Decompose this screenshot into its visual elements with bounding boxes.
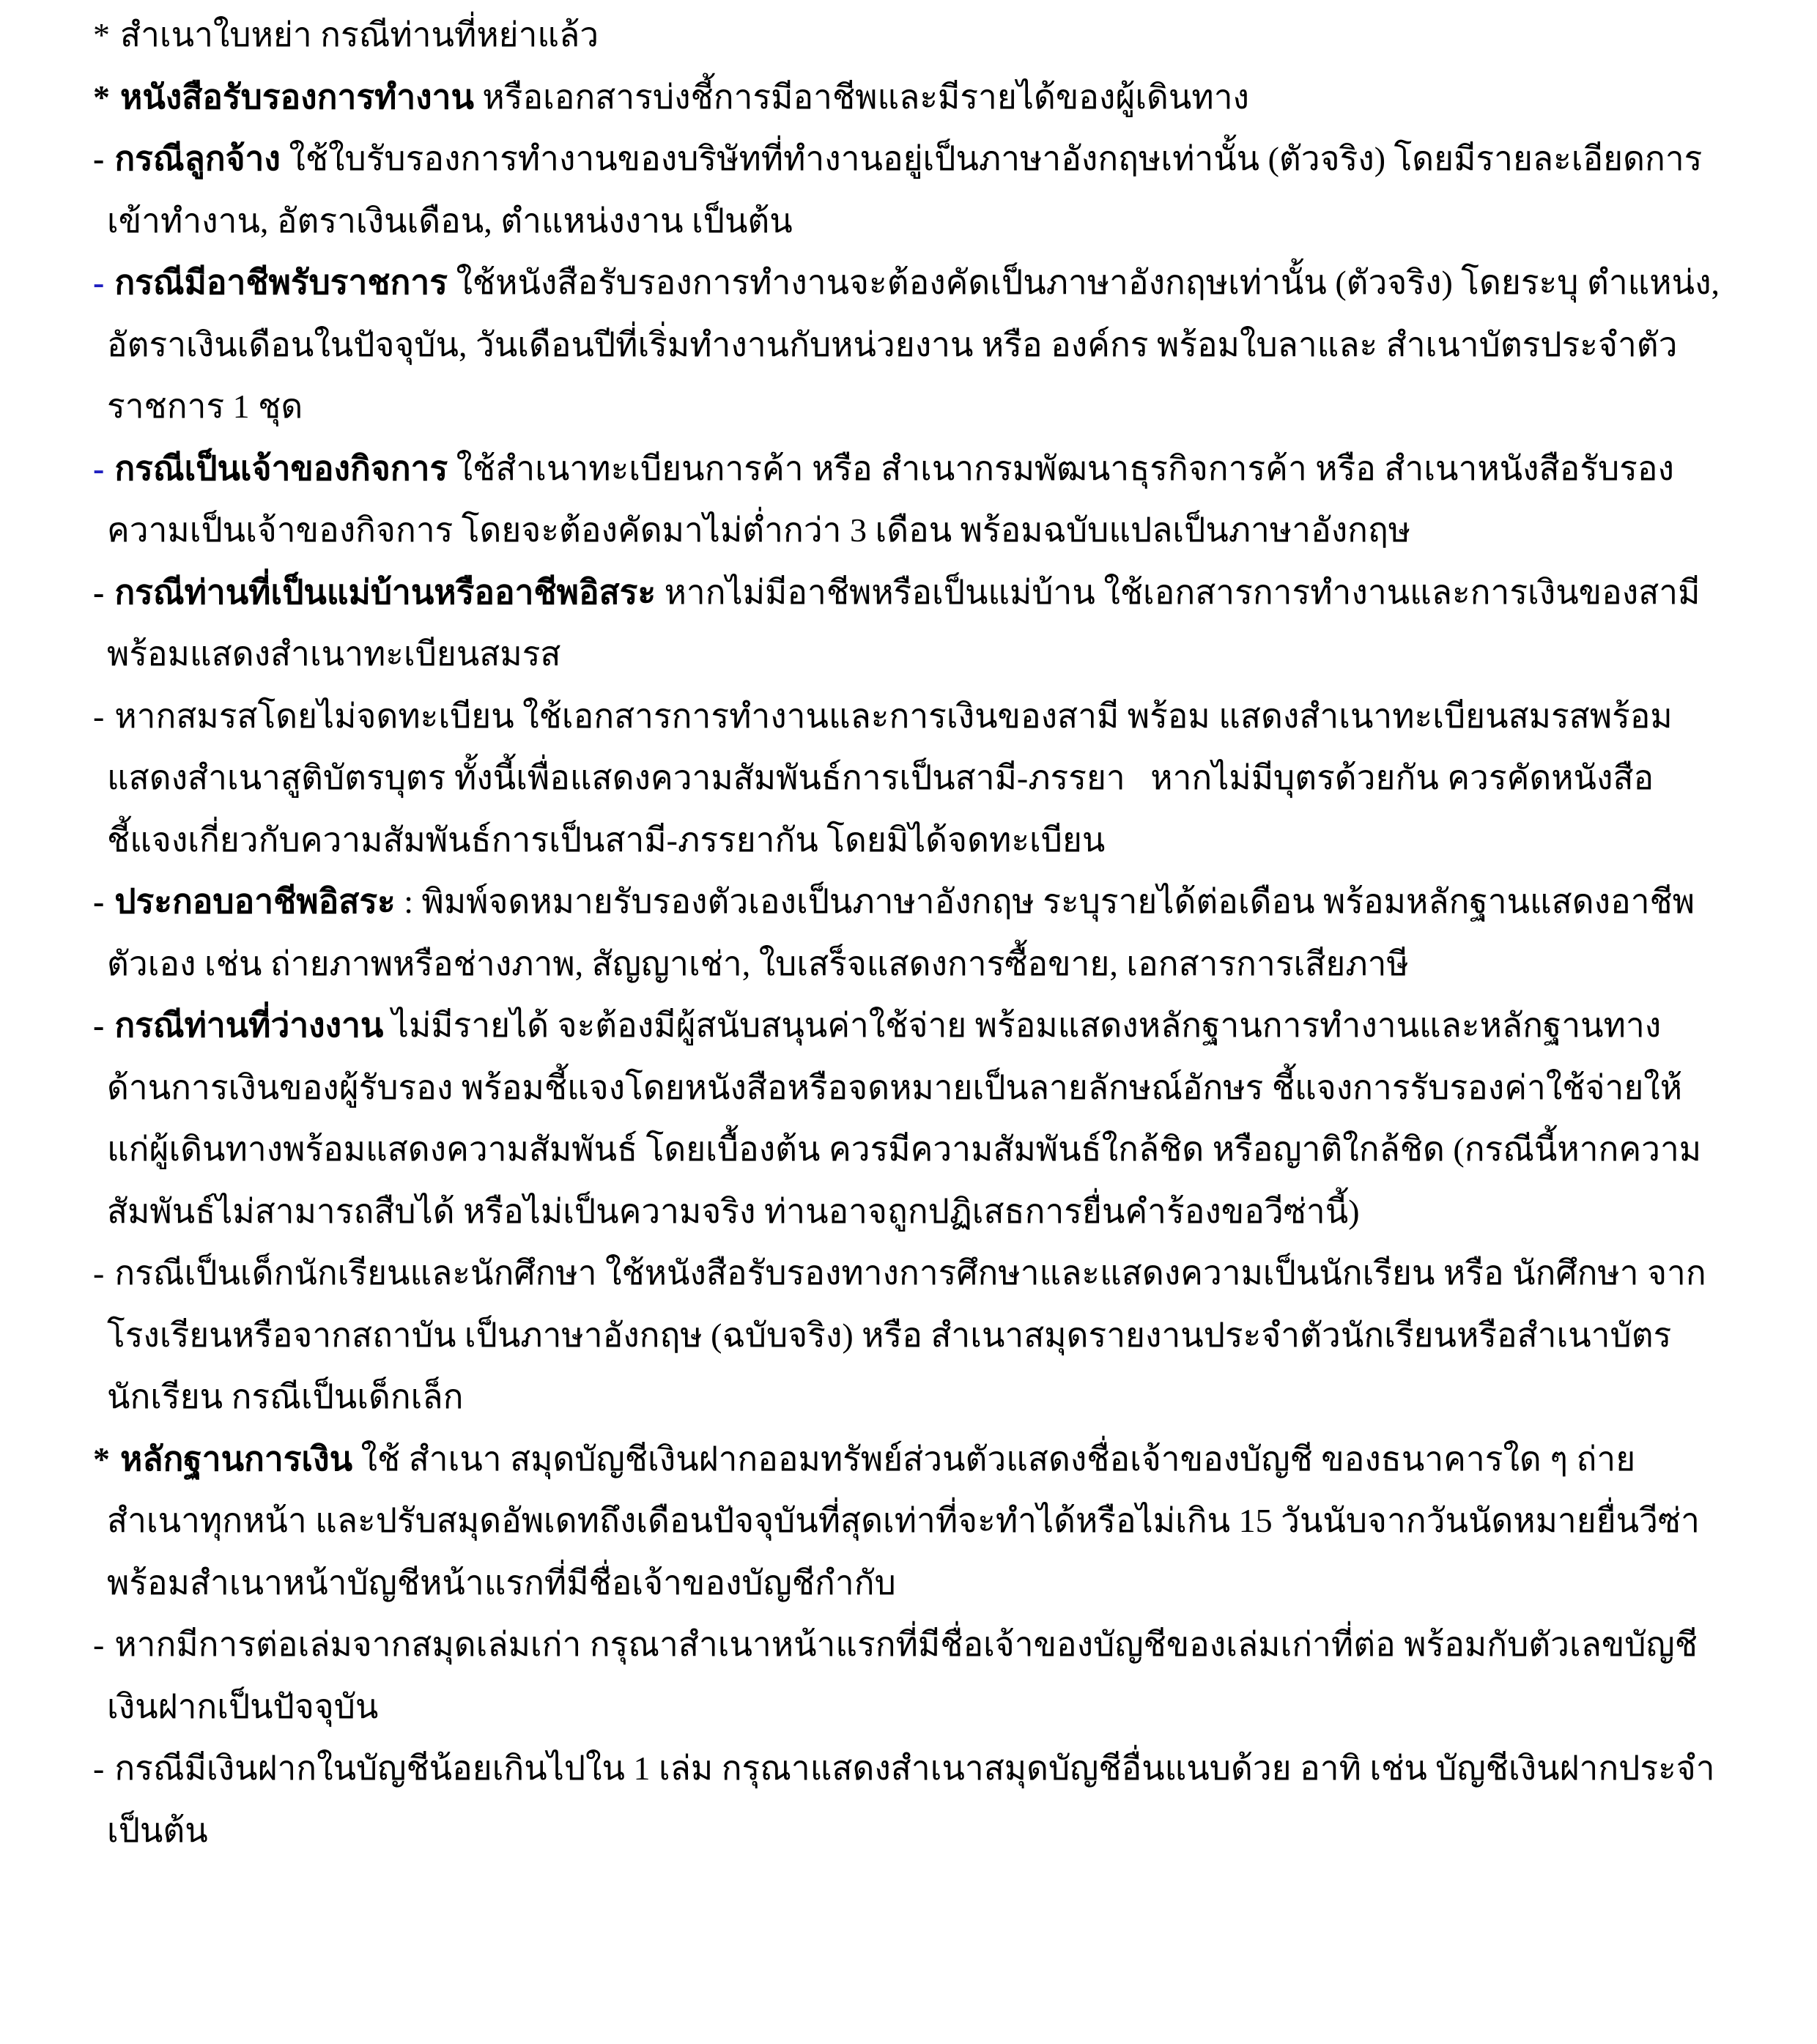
item-lead-bold: หนังสือรับรองการทำงาน xyxy=(120,78,474,116)
list-item xyxy=(0,438,1723,562)
list-item xyxy=(0,1429,1723,1615)
bullet-marker: - xyxy=(93,449,105,487)
item-text: หากไม่มีอาชีพหรือเป็นแม่บ้าน ใช้เอกสารการทำงานและการเงินของสามี พร้อมแสดงสำเนาทะเบียนสมรส xyxy=(107,573,1709,673)
bullet-marker: - xyxy=(93,1007,105,1044)
item-text: หากมีการต่อเล่มจากสมุดเล่มเก่า กรุณาสำเนาหน้าแรกที่มีชื่อเจ้าของบัญชีของเล่มเก่าที่ต่อ พร้อมกับตัวเลขบัญชีเงินฝากเป็นปัจจุบัน xyxy=(107,1626,1698,1725)
bullet-marker: * xyxy=(93,78,110,116)
list-item xyxy=(0,995,1723,1243)
list-item xyxy=(0,1243,1723,1429)
item-text: : พิมพ์จดหมายรับรองตัวเองเป็นภาษาอังกฤษ ระบุรายได้ต่อเดือน พร้อมหลักฐานแสดงอาชีพตัวเอง เช่น ถ่ายภาพหรือช่างภาพ, สัญญาเช่า, ใบเสร็จแสดงการซื้อขาย, เอกสารการเสียภาษี xyxy=(107,883,1695,982)
requirements-list xyxy=(0,4,1728,1862)
bullet-marker: - xyxy=(93,264,105,301)
list-item xyxy=(0,252,1728,438)
item-text: ไม่มีรายได้ จะต้องมีผู้สนับสนุนค่าใช้จ่าย พร้อมแสดงหลักฐานการทำงานและหลักฐานทางด้านการเงินของผู้รับรอง พร้อมชี้แจงโดยหนังสือหรือจดหมายเป็นลายลักษณ์อักษร ชี้แจงการรับรองค่าใช้จ่ายให้แก่ผู้เดินทางพร้อมแสดงความสัมพันธ์ โดยเบื้องต้น ควรมีความสัมพันธ์ใกล้ชิด หรือญาติใกล้ชิด (กรณีนี้หากความสัมพันธ์ไม่สามารถสืบได้ หรือไม่เป็นความจริง ท่านอาจถูกปฏิเสธการยื่นคำร้องขอวีซ่านี้) xyxy=(107,1007,1702,1230)
item-lead-bold: กรณีท่านที่เป็นแม่บ้านหรืออาชีพอิสระ xyxy=(114,573,656,611)
list-item xyxy=(0,1738,1723,1862)
item-lead-bold: กรณีลูกจ้าง xyxy=(114,140,281,177)
bullet-marker: - xyxy=(93,1749,105,1787)
item-lead-bold: กรณีท่านที่ว่างงาน xyxy=(114,1007,384,1044)
list-item xyxy=(0,562,1723,686)
bullet-marker: - xyxy=(93,140,105,177)
item-text: ใช้ใบรับรองการทำงานของบริษัทที่ทำงานอยู่เป็นภาษาอังกฤษเท่านั้น (ตัวจริง) โดยมีรายละเอียดการเข้าทำงาน, อัตราเงินเดือน, ตำแหน่งงาน เป็นต้น xyxy=(107,140,1703,240)
item-lead-bold: กรณีเป็นเจ้าของกิจการ xyxy=(114,449,448,487)
item-text: หรือเอกสารบ่งชี้การมีอาชีพและมีรายได้ของผู้เดินทาง xyxy=(473,78,1249,116)
item-lead-bold: ประกอบอาชีพอิสระ xyxy=(114,883,396,920)
bullet-marker: - xyxy=(93,573,105,611)
item-text: หากสมรสโดยไม่จดทะเบียน ใช้เอกสารการทำงานและการเงินของสามี พร้อม แสดงสำเนาทะเบียนสมรสพร้อมแสดงสำเนาสูติบัตรบุตร ทั้งนี้เพื่อแสดงความสัมพันธ์การเป็นสามี-ภรรยา หากไม่มีบุตรด้วยกัน ควรคัดหนังสือชี้แจงเกี่ยวกับความสัมพันธ์การเป็นสามี-ภรรยากัน โดยมิได้จดทะเบียน xyxy=(107,697,1673,859)
list-item xyxy=(0,686,1723,872)
item-text: ใช้หนังสือรับรองการทำงานจะต้องคัดเป็นภาษาอังกฤษเท่านั้น (ตัวจริง) โดยระบุ ตำแหน่ง, อัตราเงินเดือนในปัจจุบัน, วันเดือนปีที่เริ่มทำงานกับหน่วยงาน หรือ องค์กร พร้อมใบลาและ สำเนาบัตรประจำตัวราชการ 1 ชุด xyxy=(107,264,1728,425)
bullet-marker: * xyxy=(93,1440,110,1478)
list-item xyxy=(0,871,1723,995)
list-item xyxy=(0,4,1723,67)
item-text: ใช้ สำเนา สมุดบัญชีเงินฝากออมทรัพย์ส่วนตัวแสดงชื่อเจ้าของบัญชี ของธนาคารใด ๆ ถ่ายสำเนาทุกหน้า และปรับสมุดอัพเดทถึงเดือนปัจจุบันที่สุดเท่าที่จะทำได้หรือไม่เกิน 15 วันนับจากวันนัดหมายยื่นวีซ่า พร้อมสำเนาหน้าบัญชีหน้าแรกที่มีชื่อเจ้าของบัญชีกำกับ xyxy=(107,1440,1709,1601)
bullet-marker: - xyxy=(93,1254,105,1292)
list-item xyxy=(0,67,1723,129)
bullet-marker: - xyxy=(93,1626,105,1663)
list-item xyxy=(0,128,1723,252)
item-text: กรณีมีเงินฝากในบัญชีน้อยเกินไปใน 1 เล่ม กรุณาแสดงสำเนาสมุดบัญชีอื่นแนบด้วย อาทิ เช่น บัญชีเงินฝากประจำเป็นต้น xyxy=(107,1749,1715,1849)
bullet-marker: * xyxy=(93,16,110,53)
item-text: สำเนาใบหย่า กรณีท่านที่หย่าแล้ว xyxy=(120,16,599,53)
item-text: ใช้สำเนาทะเบียนการค้า หรือ สำเนากรมพัฒนาธุรกิจการค้า หรือ สำเนาหนังสือรับรองความเป็นเจ้าของกิจการ โดยจะต้องคัดมาไม่ต่ำกว่า 3 เดือน พร้อมฉบับแปลเป็นภาษาอังกฤษ xyxy=(107,449,1674,549)
bullet-marker: - xyxy=(93,883,105,920)
item-text: กรณีเป็นเด็กนักเรียนและนักศึกษา ใช้หนังสือรับรองทางการศึกษาและแสดงความเป็นนักเรียน หรือ นักศึกษา จากโรงเรียนหรือจากสถาบัน เป็นภาษาอังกฤษ (ฉบับจริง) หรือ สำเนาสมุดรายงานประจำตัวนักเรียนหรือสำเนาบัตรนักเรียน กรณีเป็นเด็กเล็ก xyxy=(107,1254,1706,1415)
bullet-marker: - xyxy=(93,697,105,735)
item-lead-bold: กรณีมีอาชีพรับราชการ xyxy=(114,264,448,301)
list-item xyxy=(0,1614,1723,1738)
item-lead-bold: หลักฐานการเงิน xyxy=(120,1440,353,1478)
